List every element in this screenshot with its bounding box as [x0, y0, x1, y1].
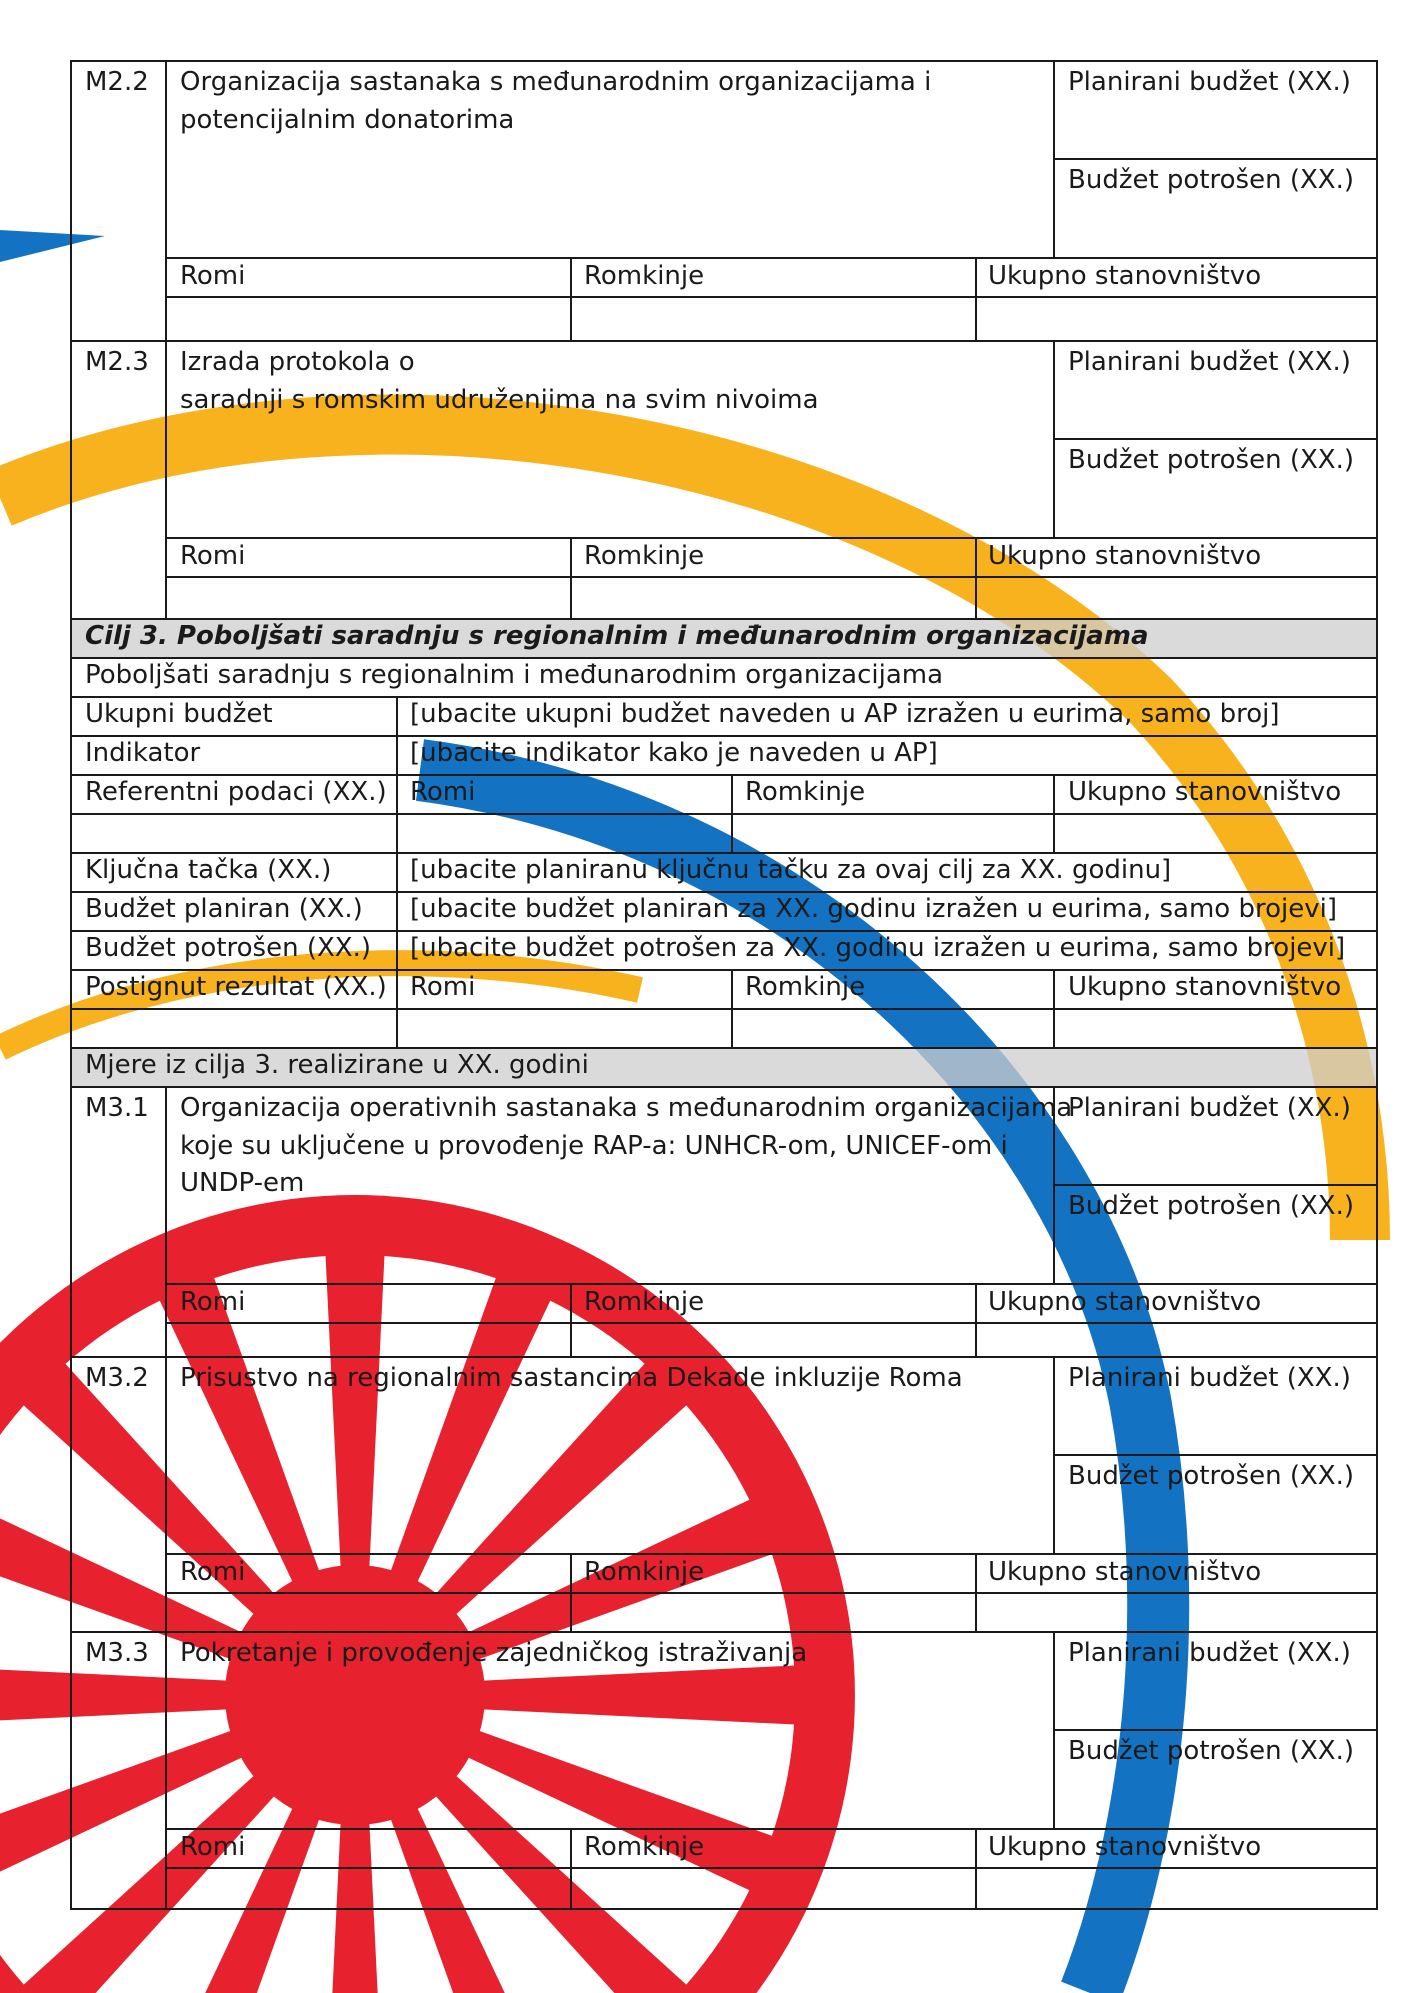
- grid-line: [70, 340, 72, 620]
- grid-line: [396, 1008, 1378, 1010]
- measure-code: M2.3: [85, 347, 149, 377]
- grid-line: [165, 1592, 1378, 1594]
- grid-line: [70, 1908, 1378, 1910]
- grid-line: [165, 1322, 1378, 1324]
- grid-line: [1053, 340, 1055, 539]
- measure-code: M3.2: [85, 1363, 149, 1393]
- measure-code: M3.1: [85, 1093, 149, 1123]
- grid-line: [731, 969, 733, 1049]
- grid-line: [1053, 969, 1055, 1049]
- col-ukupno: Ukupno stanovništvo: [988, 1557, 1262, 1587]
- measures-heading: Mjere iz cilja 3. realizirane u XX. godini: [85, 1050, 589, 1080]
- grid-line: [70, 1356, 1378, 1358]
- measure-description: Pokretanje i provođenje zajedničkog istraživanja: [180, 1638, 808, 1668]
- goal-row-label: Referentni podaci (XX.): [85, 777, 387, 807]
- grid-line: [570, 1283, 572, 1358]
- grid-line: [70, 1356, 72, 1633]
- grid-line: [70, 340, 1378, 342]
- goal-row-label: Indikator: [85, 738, 201, 768]
- measure-description: saradnji s romskim udruženjima na svim nivoima: [180, 384, 819, 415]
- goal-row-label: Budžet potrošen (XX.): [85, 933, 372, 963]
- measure-description: UNDP-em: [180, 1168, 305, 1198]
- grid-line: [731, 774, 733, 854]
- col-romkinje: Romkinje: [584, 541, 705, 571]
- measure-description: Prisustvo na regionalnim sastancima Dekade inkluzije Roma: [180, 1363, 963, 1393]
- col-romi: Romi: [180, 541, 246, 571]
- grid-line: [975, 1828, 977, 1910]
- grid-line: [1376, 1631, 1378, 1910]
- grid-line: [570, 537, 572, 620]
- grid-line: [70, 60, 1378, 62]
- col-romkinje: Romkinje: [584, 1557, 705, 1587]
- grid-line: [165, 576, 1378, 578]
- grid-line: [165, 1086, 167, 1358]
- goal-row-value: [ubacite budžet potrošen za XX. godinu izražen u eurima, samo brojevi]: [410, 933, 1346, 963]
- grid-line: [975, 537, 977, 620]
- measure-description: koje su uključene u provođenje RAP-a: UNHCR-om, UNICEF-om i: [180, 1130, 1008, 1161]
- col-romkinje: Romkinje: [584, 1287, 705, 1317]
- goal-row-label: Budžet planiran (XX.): [85, 894, 363, 924]
- grid-line: [570, 257, 572, 342]
- measure-code: M3.3: [85, 1638, 149, 1668]
- col-ukupno: Ukupno stanovništvo: [988, 261, 1262, 291]
- grid-line: [570, 1828, 572, 1910]
- spent-budget-label: Budžet potrošen (XX.): [1068, 1191, 1355, 1221]
- spent-budget-label: Budžet potrošen (XX.): [1068, 1736, 1355, 1766]
- grid-line: [1376, 1356, 1378, 1633]
- col-romkinje: Romkinje: [745, 972, 866, 1002]
- grid-line: [1053, 1729, 1378, 1731]
- grid-line: [1053, 1631, 1055, 1830]
- planned-budget-label: Planirani budžet (XX.): [1068, 347, 1351, 377]
- col-romkinje: Romkinje: [584, 261, 705, 291]
- grid-line: [1053, 60, 1055, 259]
- goal-description: Poboljšati saradnju s regionalnim i međunarodnim organizacijama: [85, 660, 944, 690]
- grid-line: [975, 1553, 977, 1633]
- grid-line: [1053, 438, 1378, 440]
- measure-description: Organizacija sastanaka s međunarodnim organizacijama i: [180, 67, 932, 97]
- grid-line: [1053, 1356, 1055, 1555]
- grid-line: [70, 1086, 72, 1358]
- grid-line: [1376, 618, 1378, 1088]
- grid-line: [975, 1283, 977, 1358]
- measure-description: Organizacija operativnih sastanaka s međunarodnim organizacijama: [180, 1093, 1073, 1123]
- grid-line: [165, 1867, 1378, 1869]
- col-romi: Romi: [180, 261, 246, 291]
- spent-budget-label: Budžet potrošen (XX.): [1068, 1461, 1355, 1491]
- goal-title: Cilj 3. Poboljšati saradnju s regionalnim i međunarodnim organizacijama: [85, 621, 1149, 651]
- grid-line: [165, 296, 1378, 298]
- grid-line: [1053, 158, 1378, 160]
- grid-line: [975, 257, 977, 342]
- grid-line: [70, 813, 1378, 815]
- grid-line: [1053, 1454, 1378, 1456]
- grid-line: [165, 340, 167, 620]
- grid-line: [1376, 1086, 1378, 1358]
- spent-budget-label: Budžet potrošen (XX.): [1068, 445, 1355, 475]
- grid-line: [70, 1631, 72, 1910]
- grid-line: [165, 1631, 167, 1910]
- grid-line: [1053, 774, 1055, 854]
- goal-row-label: Ključna tačka (XX.): [85, 855, 332, 885]
- goal-row-value: [ubacite indikator kako je naveden u AP]: [410, 738, 938, 768]
- col-ukupno: Ukupno stanovništvo: [988, 541, 1262, 571]
- col-romi: Romi: [180, 1287, 246, 1317]
- col-romkinje: Romkinje: [584, 1832, 705, 1862]
- planned-budget-label: Planirani budžet (XX.): [1068, 1638, 1351, 1668]
- col-ukupno: Ukupno stanovništvo: [1068, 777, 1342, 807]
- goal-row-value: [ubacite budžet planiran za XX. godinu izražen u eurima, samo brojevi]: [410, 894, 1337, 924]
- col-romkinje: Romkinje: [745, 777, 866, 807]
- grid-line: [396, 696, 398, 1049]
- col-romi: Romi: [180, 1557, 246, 1587]
- planned-budget-label: Planirani budžet (XX.): [1068, 1093, 1351, 1123]
- measure-description: potencijalnim donatorima: [180, 104, 515, 135]
- goal-row-value: [ubacite planiranu ključnu tačku za ovaj cilj za XX. godinu]: [410, 855, 1172, 885]
- grid-line: [70, 1086, 1378, 1088]
- measure-description: Izrada protokola o: [180, 347, 415, 377]
- grid-line: [165, 1356, 167, 1633]
- grid-line: [570, 1553, 572, 1633]
- col-romi: Romi: [410, 972, 476, 1002]
- col-ukupno: Ukupno stanovništvo: [988, 1832, 1262, 1862]
- spent-budget-label: Budžet potrošen (XX.): [1068, 165, 1355, 195]
- grid-line: [70, 618, 72, 1088]
- grid-line: [165, 60, 167, 342]
- grid-line: [70, 60, 72, 342]
- goal-row-label: Ukupni budžet: [85, 699, 273, 729]
- measure-code: M2.2: [85, 67, 149, 97]
- col-ukupno: Ukupno stanovništvo: [1068, 972, 1342, 1002]
- col-romi: Romi: [180, 1832, 246, 1862]
- grid-line: [1376, 60, 1378, 342]
- grid-line: [1376, 340, 1378, 620]
- planned-budget-label: Planirani budžet (XX.): [1068, 1363, 1351, 1393]
- col-romi: Romi: [410, 777, 476, 807]
- planned-budget-label: Planirani budžet (XX.): [1068, 67, 1351, 97]
- goal-row-label: Postignut rezultat (XX.): [85, 972, 387, 1002]
- col-ukupno: Ukupno stanovništvo: [988, 1287, 1262, 1317]
- goal-row-value: [ubacite ukupni budžet naveden u AP izražen u eurima, samo broj]: [410, 699, 1280, 729]
- grid-line: [70, 1631, 1378, 1633]
- grid-line: [1053, 1184, 1378, 1186]
